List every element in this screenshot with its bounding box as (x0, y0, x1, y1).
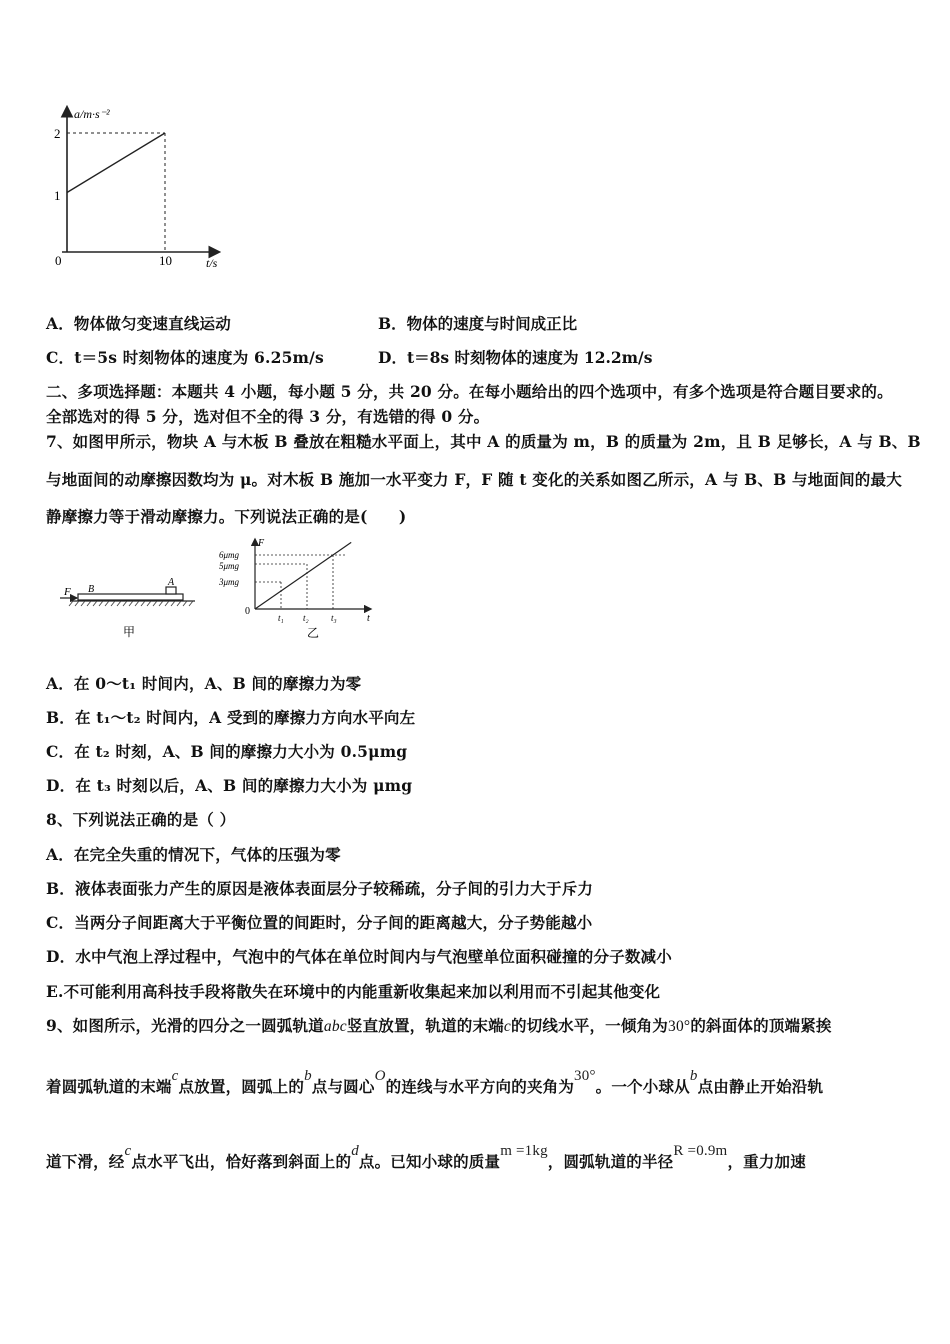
caption-yi: 乙 (307, 626, 320, 640)
q8-option-b[interactable]: B．液体表面张力产生的原因是液体表面层分子较稀疏，分子间的引力大于斥力 (46, 879, 594, 898)
t-tick-1: t₁ (278, 613, 284, 623)
x-tick-0: 0 (55, 253, 62, 268)
force-label-f: F (64, 586, 71, 598)
y-level-6: 6μmg (219, 550, 240, 560)
q9-line-2 (46, 1068, 824, 1097)
q9-text: ，重力加速 (727, 1152, 806, 1171)
math-b: b (304, 1068, 312, 1084)
q9-text: 的斜面体的顶端紧挨 (690, 1016, 832, 1035)
q9-text: 点放置，圆弧上的 (178, 1077, 305, 1096)
q6-option-c[interactable]: C．t＝5s 时刻物体的速度为 6.25m/s (46, 348, 324, 367)
q7-option-a[interactable]: A．在 0～t₁ 时间内，A、B 间的摩擦力为零 (46, 674, 362, 693)
q9-text: 的连线与水平方向的夹角为 (385, 1077, 575, 1096)
section-2-scoring: 全部选对的得 5 分，选对但不全的得 3 分，有选错的得 0 分。 (46, 407, 490, 426)
y-tick-2: 2 (54, 126, 61, 141)
q7-stem-line-3: 静摩擦力等于滑动摩擦力。下列说法正确的是( ) (46, 507, 407, 526)
math-radius: R =0.9m (673, 1143, 728, 1159)
data-line (67, 133, 165, 193)
y-axis-label: a/m·s⁻² (74, 107, 110, 121)
q9-text: 点水平飞出，恰好落到斜面上的 (131, 1152, 352, 1171)
x-tick-10: 10 (159, 253, 172, 268)
q6-option-b[interactable]: B．物体的速度与时间成正比 (378, 314, 578, 333)
q7-stem-line-2: 与地面间的动摩擦因数均为 μ。对木板 B 施加一水平变力 F，F 随 t 变化的关系如图乙所示，A 与 B、B 与地面间的最大 (46, 470, 902, 489)
q9-text: 竖直放置，轨道的末端 (346, 1016, 504, 1035)
math-o: O (374, 1068, 386, 1084)
x-axis-label: t/s (206, 256, 218, 270)
q8-option-e[interactable]: E.不可能利用高科技手段将散失在环境中的内能重新收集起来加以利用而不引起其他变化 (46, 982, 661, 1001)
q9-text: 。一个小球从 (595, 1077, 690, 1096)
section-2-heading: 二、多项选择题：本题共 4 小题，每小题 5 分，共 20 分。在每小题给出的四个选项中，有多个选项是符合题目要求的。 (46, 382, 893, 401)
q9-text: 点由静止开始沿轨 (697, 1077, 824, 1096)
board-label-b: B (88, 584, 95, 595)
figure-jia-block-board (55, 570, 205, 645)
q6-option-a[interactable]: A．物体做匀变速直线运动 (46, 314, 231, 333)
q6-option-d[interactable]: D．t＝8s 时刻物体的速度为 12.2m/s (378, 348, 653, 367)
q7-stem-line-1: 7、如图甲所示，物块 A 与木板 B 叠放在粗糙水平面上，其中 A 的质量为 m，B 的质量为 2m，且 B 足够长，A 与 B、B (46, 432, 921, 451)
q9-line-3 (46, 1143, 806, 1172)
q9-text: 点。已知小球的质量 (358, 1152, 501, 1171)
q9-text: ，圆弧轨道的半径 (547, 1152, 674, 1171)
q8-stem: 8、下列说法正确的是（ ） (46, 810, 236, 829)
math-b: b (689, 1068, 698, 1084)
math-abc: abc (323, 1018, 347, 1035)
math-mass: m =1kg (500, 1143, 548, 1159)
math-30deg: 30° (668, 1018, 691, 1035)
q7-option-b[interactable]: B．在 t₁～t₂ 时间内，A 受到的摩擦力方向水平向左 (46, 708, 416, 727)
q8-option-c[interactable]: C．当两分子间距离大于平衡位置的间距时，分子间的距离越大，分子势能越小 (46, 913, 593, 932)
q7-option-d[interactable]: D．在 t₃ 时刻以后，A、B 间的摩擦力大小为 μmg (46, 776, 413, 795)
q9-text: 的切线水平，一倾角为 (510, 1016, 668, 1035)
guide-lines (255, 555, 347, 609)
q9-text: 道下滑，经 (46, 1152, 125, 1171)
q9-line-1 (46, 1014, 832, 1036)
t-tick-3: t₃ (331, 613, 337, 623)
origin-label: 0 (245, 606, 250, 617)
caption-jia: 甲 (123, 625, 136, 639)
y-level-5: 5μmg (219, 561, 240, 571)
ground-hatch (69, 601, 193, 606)
math-c: c (124, 1143, 132, 1159)
q9-text: 着圆弧轨道的末端 (46, 1077, 172, 1096)
block-a (166, 587, 176, 594)
q8-option-d[interactable]: D．水中气泡上浮过程中，气泡中的气体在单位时间内与气泡壁单位面积碰撞的分子数减小 (46, 947, 672, 966)
axis-label-t: t (367, 613, 370, 624)
q7-option-c[interactable]: C．在 t₂ 时刻，A、B 间的摩擦力大小为 0.5μmg (46, 742, 408, 761)
t-tick-2: t₂ (303, 613, 309, 623)
y-level-3: 3μmg (219, 577, 240, 587)
axis-label-f: F (258, 538, 265, 549)
math-c: c (171, 1068, 179, 1084)
q8-option-a[interactable]: A．在完全失重的情况下，气体的压强为零 (46, 845, 341, 864)
block-label-a: A (168, 577, 175, 588)
data-line (255, 542, 351, 609)
acceleration-time-graph (40, 100, 240, 275)
q9-text: 点与圆心 (311, 1077, 375, 1096)
math-d: d (351, 1143, 359, 1159)
y-tick-1: 1 (54, 188, 61, 203)
math-30deg: 30° (574, 1068, 596, 1084)
q9-text: 9、如图所示，光滑的四分之一圆弧轨道 (46, 1016, 324, 1035)
math-c: c (503, 1018, 511, 1035)
figure-yi-force-time-graph (215, 535, 380, 645)
